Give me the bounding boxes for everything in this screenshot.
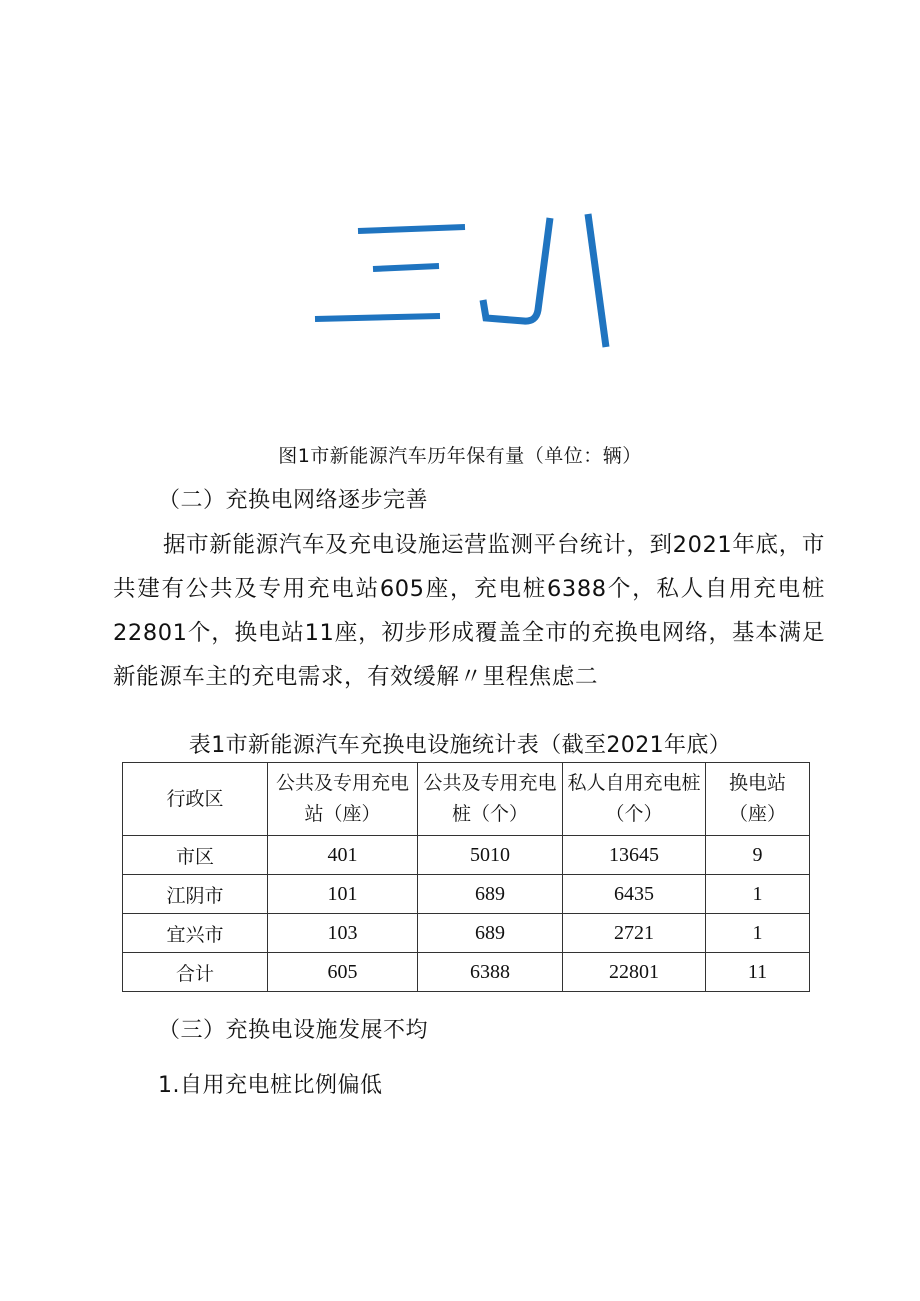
cell-region: 江阴市: [123, 875, 268, 914]
cell-value: 103: [268, 914, 418, 953]
header-public-piles: 公共及专用充电桩（个）: [418, 763, 563, 836]
table-row: [123, 836, 810, 875]
table-row: [123, 875, 810, 914]
cell-value: 6388: [418, 953, 563, 992]
sub-heading: 1.自用充电桩比例偏低: [158, 1073, 383, 1098]
header-public-stations: 公共及专用充电站（座）: [268, 763, 418, 836]
cell-value: 5010: [418, 836, 563, 875]
table-row: [123, 914, 810, 953]
cell-value: 6435: [563, 875, 706, 914]
header-private-piles: 私人自用充电桩（个）: [563, 763, 706, 836]
table-header-row: [123, 763, 810, 836]
table-row-total: [123, 953, 810, 992]
figure-stroke-group: [315, 214, 606, 347]
cell-value: 2721: [563, 914, 706, 953]
cell-value: 1: [706, 875, 810, 914]
cell-value: 689: [418, 875, 563, 914]
cell-value: 1: [706, 914, 810, 953]
section-heading-3: （三）充换电设施发展不均: [158, 1018, 429, 1043]
cell-value: 11: [706, 953, 810, 992]
figure-caption: 图1市新能源汽车历年保有量（单位：辆）: [278, 445, 642, 467]
figure-chart-remnant: [300, 200, 620, 360]
figure-stroke-5: [588, 214, 606, 347]
cell-value: 101: [268, 875, 418, 914]
header-swap-stations: 换电站（座）: [706, 763, 810, 836]
cell-value: 13645: [563, 836, 706, 875]
figure-stroke-3: [315, 316, 440, 319]
table-title: 表1市新能源汽车充换电设施统计表（截至2021年底）: [188, 733, 732, 758]
section-paragraph: 据市新能源汽车及充电设施运营监测平台统计，到2021年底，市共建有公共及专用充电站605座，充电桩6388个，私人自用充电桩22801个，换电站11座，初步形成覆盖全市的充换电网络，基本满足新能源车主的充电需求，有效缓解〃里程焦虑二: [113, 532, 825, 690]
section-heading-2: （二）充换电网络逐步完善: [158, 488, 429, 513]
cell-region: 宜兴市: [123, 914, 268, 953]
cell-region: 合计: [123, 953, 268, 992]
cell-region: 市区: [123, 836, 268, 875]
cell-value: 401: [268, 836, 418, 875]
figure-stroke-4: [483, 218, 550, 321]
cell-value: 22801: [563, 953, 706, 992]
figure-stroke-2: [373, 266, 439, 269]
cell-value: 605: [268, 953, 418, 992]
cell-value: 9: [706, 836, 810, 875]
stats-table: [122, 762, 810, 992]
figure-stroke-1: [358, 227, 465, 231]
header-region: 行政区: [123, 763, 268, 836]
cell-value: 689: [418, 914, 563, 953]
